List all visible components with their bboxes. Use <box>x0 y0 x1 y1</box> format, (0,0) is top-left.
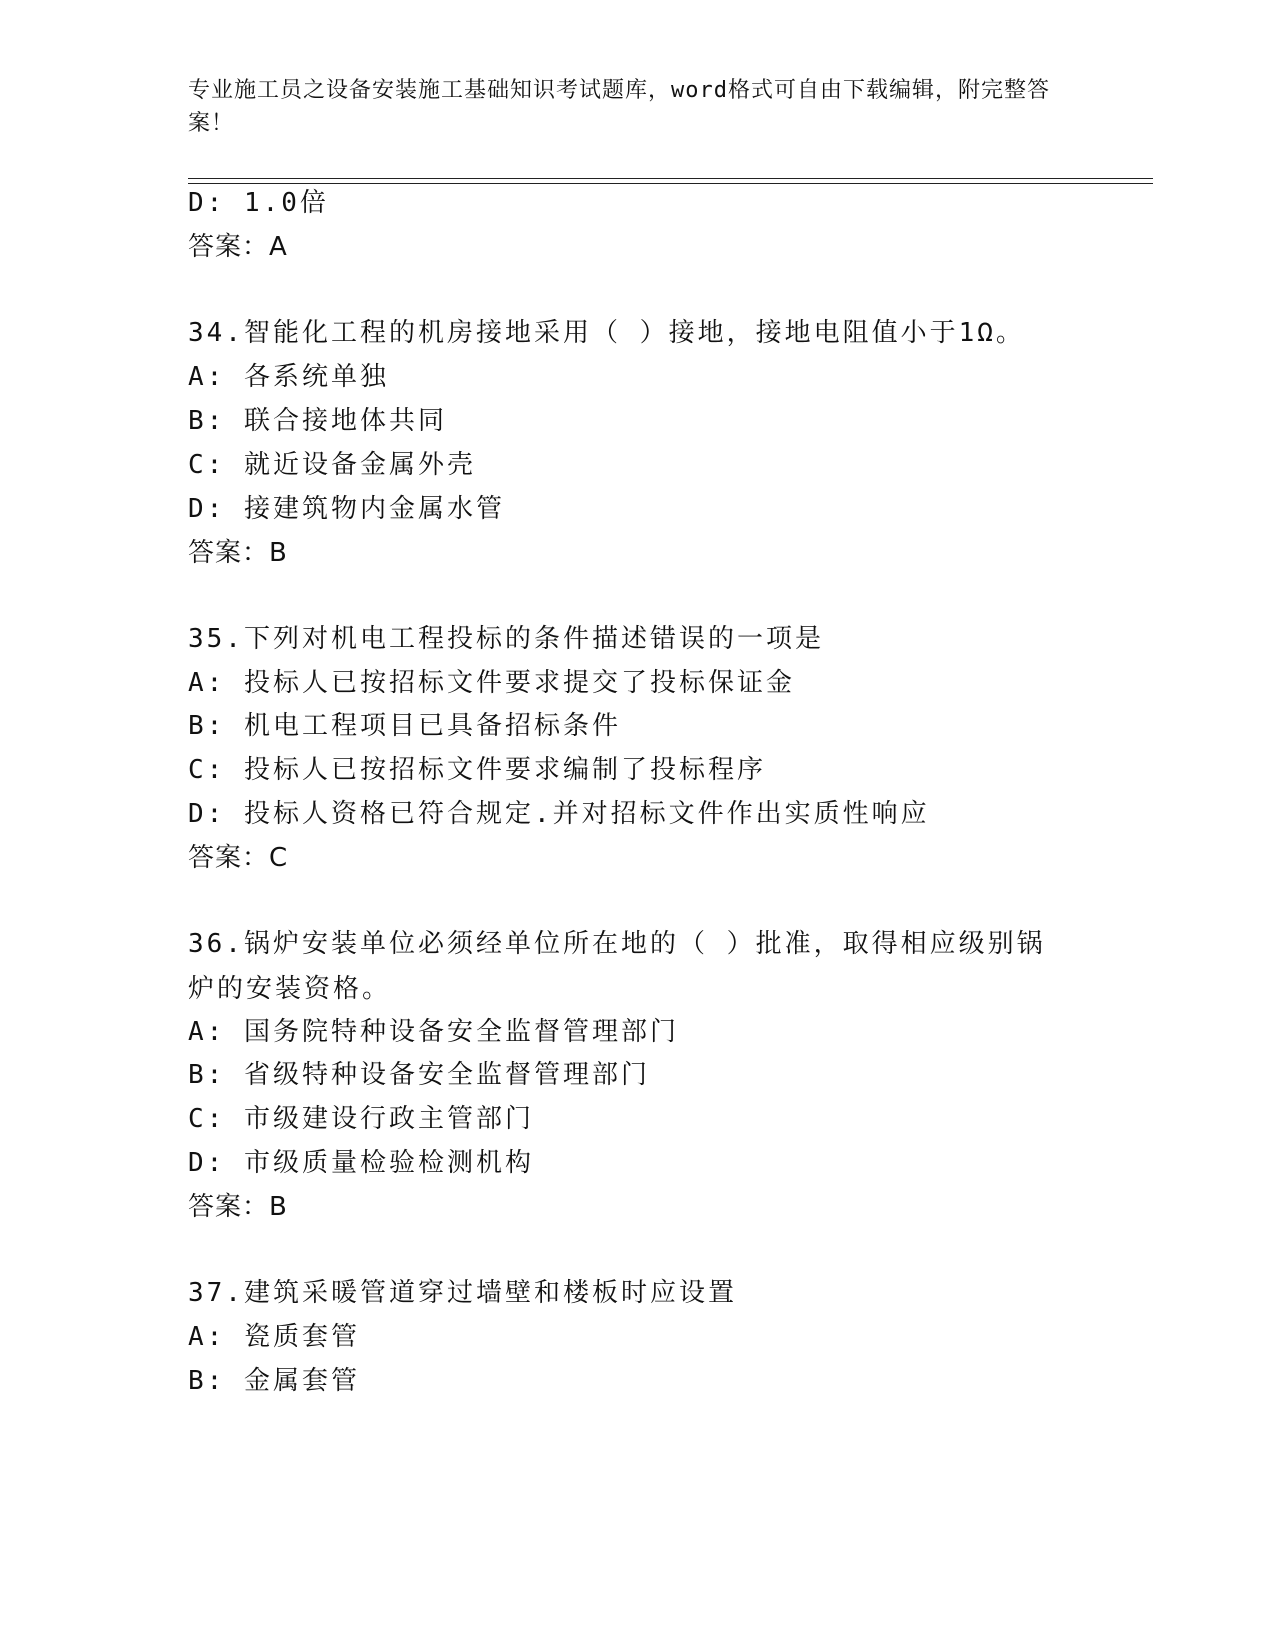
q36-option-a: A: 国务院特种设备安全监督管理部门 <box>188 1017 679 1047</box>
q35-option-c: C: 投标人已按招标文件要求编制了投标程序 <box>188 755 766 785</box>
q36-stem: 36.锅炉安装单位必须经单位所在地的（ ）批准，取得相应级别锅炉的安装资格。 <box>188 929 1046 1004</box>
q35-stem: 35.下列对机电工程投标的条件描述错误的一项是 <box>188 624 824 654</box>
q35-option-b: B: 机电工程项目已具备招标条件 <box>188 711 621 741</box>
q35-option-a: A: 投标人已按招标文件要求提交了投标保证金 <box>188 668 795 698</box>
q36-option-d: D: 市级质量检验检测机构 <box>188 1148 534 1178</box>
q34-option-d: D: 接建筑物内金属水管 <box>188 494 505 524</box>
header-divider-top <box>188 178 1153 179</box>
document-header: 专业施工员之设备安装施工基础知识考试题库，word格式可自由下载编辑，附完整答案！ <box>188 78 1050 136</box>
prev-option-d: D: 1.0倍 <box>188 188 329 218</box>
q37-option-a: A: 瓷质套管 <box>188 1322 360 1352</box>
prev-answer: 答案：A <box>188 232 288 262</box>
q34-answer: 答案：B <box>188 538 288 568</box>
q36-option-c: C: 市级建设行政主管部门 <box>188 1104 534 1134</box>
q37-option-b: B: 金属套管 <box>188 1366 360 1396</box>
q36-answer: 答案：B <box>188 1192 288 1222</box>
q34-stem: 34.智能化工程的机房接地采用（ ）接地，接地电阻值小于1Ω。 <box>188 318 1025 348</box>
q36-option-b: B: 省级特种设备安全监督管理部门 <box>188 1060 650 1090</box>
q35-option-d: D: 投标人资格已符合规定.并对招标文件作出实质性响应 <box>188 799 930 829</box>
q34-option-c: C: 就近设备金属外壳 <box>188 450 476 480</box>
q34-option-a: A: 各系统单独 <box>188 362 389 392</box>
q34-option-b: B: 联合接地体共同 <box>188 406 447 436</box>
q35-answer: 答案：C <box>188 843 289 873</box>
q37-stem: 37.建筑采暖管道穿过墙壁和楼板时应设置 <box>188 1278 737 1308</box>
header-divider-bottom <box>188 183 1153 184</box>
